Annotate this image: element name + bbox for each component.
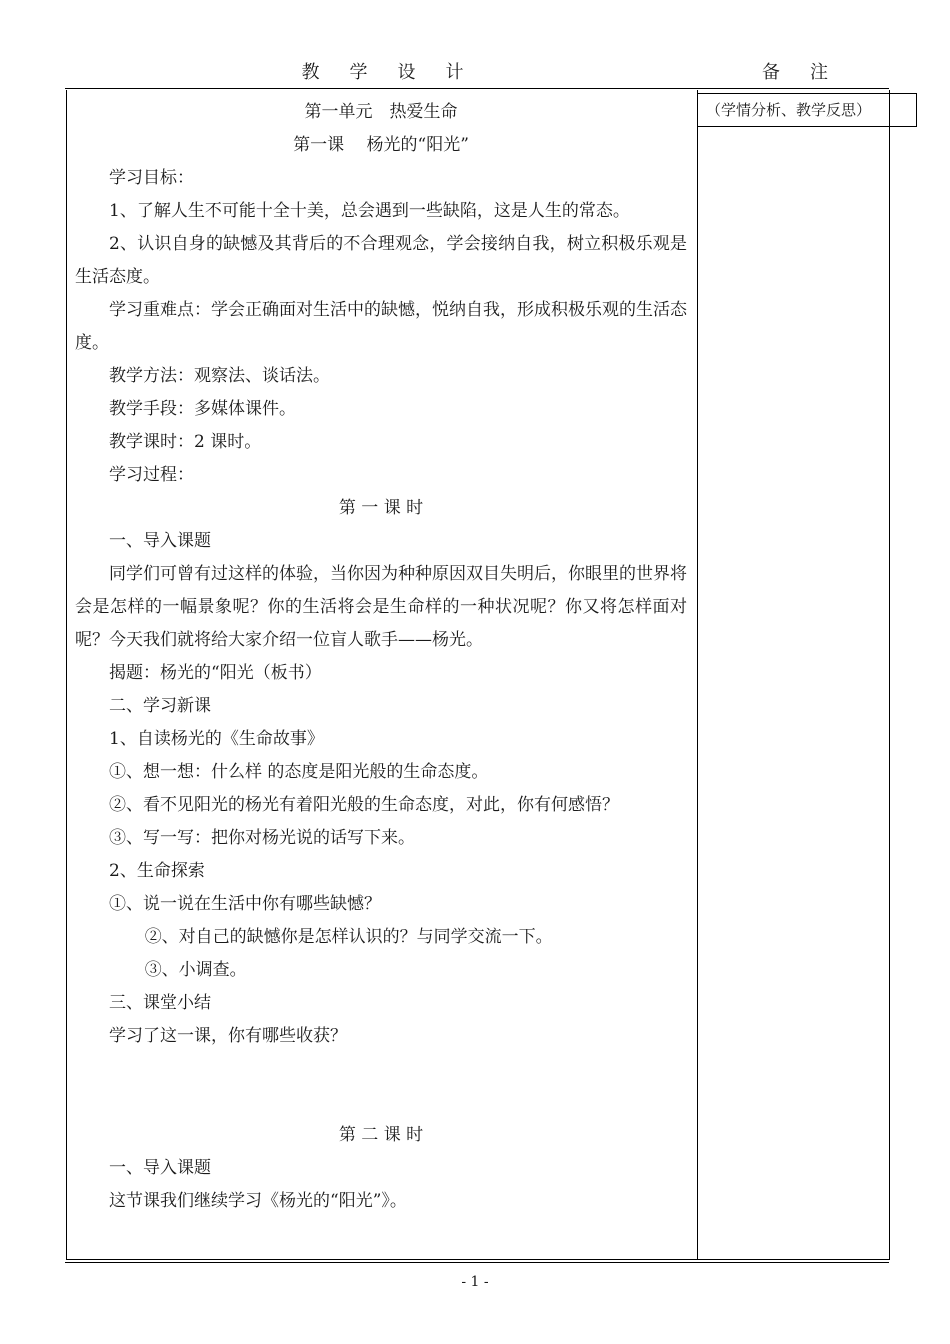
section-2-item-1b: ②、看不见阳光的杨光有着阳光般的生命态度，对此，你有何感悟？ — [109, 795, 619, 815]
section-1-title: 一、导入课题 — [109, 531, 211, 551]
teaching-methods: 教学方法：观察法、谈话法。 — [109, 366, 330, 386]
lesson-title: 第一课 杨光的“阳光” — [293, 135, 469, 155]
process-label: 学习过程： — [109, 465, 194, 485]
objective-1: 1、了解人生不可能十全十美，总会遇到一些缺陷，这是人生的常态。 — [109, 201, 630, 221]
unit-title: 第一单元 热爱生命 — [304, 102, 458, 122]
objective-2: 2、认识自身的缺憾及其背后的不合理观念，学会接纳自我，树立积极乐观是生活态度。 — [75, 234, 687, 287]
section-2-item-2: 2、生命探索 — [109, 861, 205, 881]
section-2-item-2c: ③、小调查。 — [144, 960, 247, 980]
objectives-label: 学习目标： — [109, 168, 194, 188]
lesson-content — [75, 96, 687, 1218]
section-1-reveal: 揭题：杨光的“阳光（板书） — [109, 663, 322, 683]
section-3-text: 学习了这一课，你有哪些收获？ — [109, 1026, 347, 1046]
section-2-item-2a: ①、说一说在生活中你有哪些缺憾？ — [109, 894, 381, 914]
period-2-section-1-title: 一、导入课题 — [109, 1158, 211, 1178]
table-bottom-line — [65, 1262, 889, 1263]
header-teaching-design: 教学设计 — [301, 62, 494, 83]
teaching-means: 教学手段：多媒体课件。 — [109, 399, 296, 419]
period-2-section-1-text: 这节课我们继续学习《杨光的“阳光”》。 — [109, 1191, 407, 1211]
section-2-item-1: 1、自读杨光的《生命故事》 — [109, 729, 324, 749]
blank-space — [75, 1053, 687, 1119]
page-number: - 1 - — [461, 1274, 489, 1290]
key-points: 学习重难点：学会正确面对生活中的缺憾，悦纳自我，形成积极乐观的生活态度。 — [75, 300, 687, 353]
header-divider — [65, 88, 889, 89]
section-2-item-1c: ③、写一写：把你对杨光说的话写下来。 — [109, 828, 415, 848]
period-2-title: 第 二 课 时 — [338, 1125, 424, 1145]
notes-box: （学情分析、教学反思） — [697, 93, 917, 127]
section-2-title: 二、学习新课 — [109, 696, 211, 716]
section-2-item-2b: ②、对自己的缺憾你是怎样认识的？与同学交流一下。 — [144, 927, 553, 947]
section-2-item-1a: ①、想一想：什么样 的态度是阳光般的生命态度。 — [109, 762, 489, 782]
period-1-title: 第 一 课 时 — [338, 498, 424, 518]
teaching-hours: 教学课时：2 课时。 — [109, 432, 262, 452]
column-divider — [697, 90, 698, 1260]
section-3-title: 三、课堂小结 — [109, 993, 211, 1013]
header-remarks: 备注 — [762, 62, 858, 83]
section-1-text: 同学们可曾有过这样的体验，当你因为种种原因双目失明后，你眼里的世界将会是怎样的一幅景象呢？你的生活将会是生命样的一种状况呢？你又将怎样面对呢？今天我们就将给大家介绍一位盲人歌手——杨光。 — [75, 564, 687, 650]
